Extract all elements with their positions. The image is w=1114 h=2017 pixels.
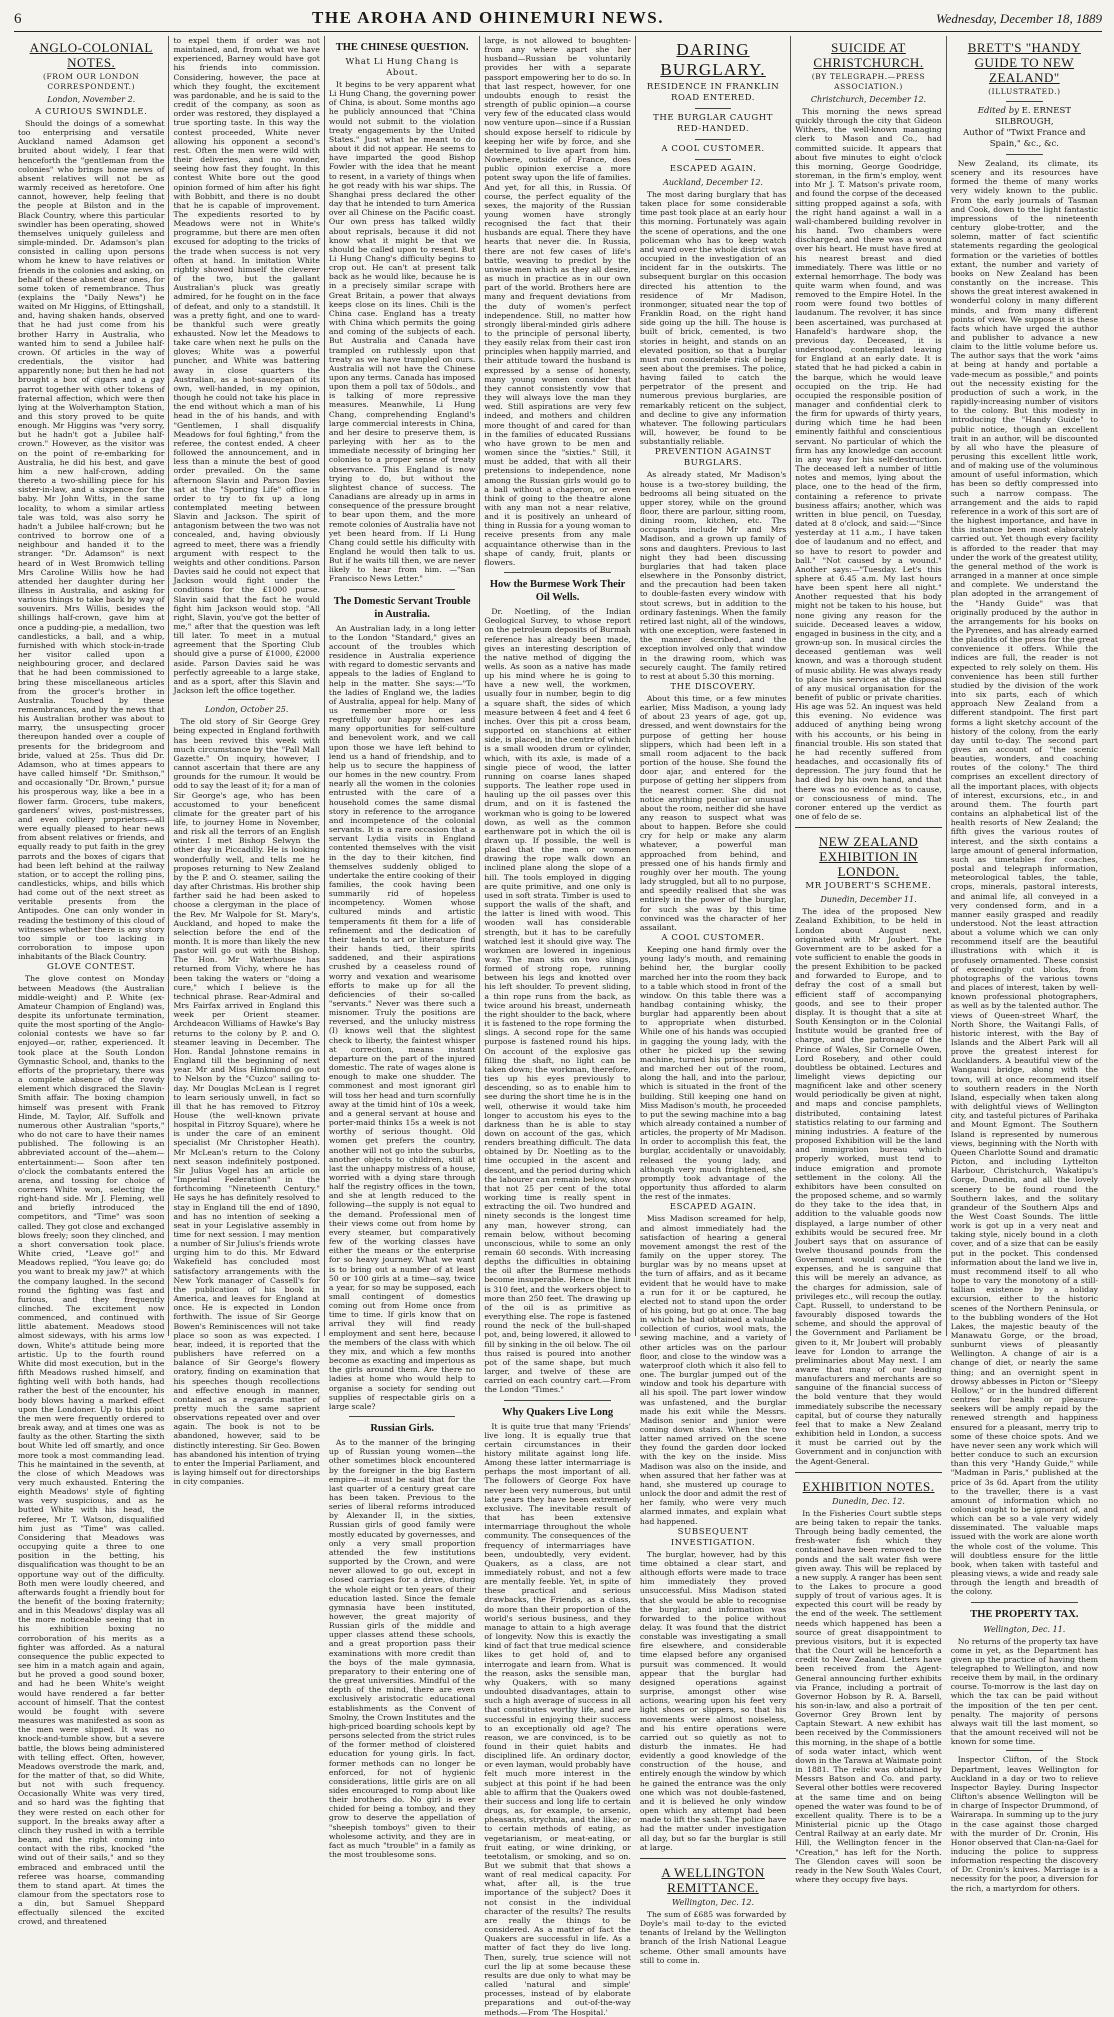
column-7 (947, 36, 1102, 1893)
author-line: Author of "Twixt France and Spain," &c., &c. (963, 128, 1086, 149)
dateline: Christchurch, December 12. (810, 95, 927, 104)
dateline: London, November 2. (47, 95, 136, 104)
article-heading-domestic-servant: The Domestic Servant Trouble in Australia. (333, 595, 471, 620)
column-3 (325, 36, 480, 1860)
editor-name: E. ERNEST SILBROUGH, (995, 106, 1071, 127)
divider (971, 1602, 1078, 1603)
divider (504, 1400, 610, 1401)
telegraph-line: (BY TELEGRAPH.—PRESS ASSOCIATION.) (811, 72, 926, 91)
column-2 (169, 36, 324, 1487)
article-heading-russian-girls: Russian Girls. (370, 1423, 434, 1435)
subheading: A COOL CUSTOMER. (661, 933, 765, 944)
divider (640, 1858, 786, 1859)
deck-line: THE BURGLAR CAUGHT RED-HANDED. (653, 113, 774, 134)
article-body: About this time, or a few minutes earlier, Miss Madison, a young lady of about 23 years of age, got up, dressed, and went downstairs for the purpose of getting her house slippers, which had been left in a small room adjacent to the back portion of the house. She found the door ajar, and entered for the purpose of getting her slippers from the nearest corner. She did not notice anything peculiar or unusual about the room, neither did she have any reason to suspect what was about to happen. Before she could cry for help or make any alarm whatever, a powerful man approached from behind, and pressed one of his hands firmly and roughly over her mouth. The young lady struggled, but all to no purpose, and speedily realised that she was entirely in the power of the burglar, for such she was by this time convinced was the character of her assailant. (639, 693, 787, 932)
article-body: It is quite true that many 'Friends' live long. It is equally true that certain circumstances in their history militate against long life. Among these latter intermarriage is perhaps the most important of all. The followers of George Fox have never been very numerous, but until late years they have been extremely exclusive. The inevitable result of that has been extensive intermarriage throughout the whole community. The consequences of the frequency of intermarriages have been, undoubtedly, very evident. Quakers, as a class, are not immediately robust, and not a few are mentally feeble. Yet, in spite of these practical and serious drawbacks, the Friends, as a class, do more than their proportion of the world's serious business, and they manage to attain to a high average of longevity. Now this is exactly the kind of fact that true medical science likes to get hold of, and to interrogate and learn from. What is the reason, asks the sensible man, why Quakers, with so many undoubted disadvantages, attain to such a high average of success in all that constitutes worthy life, and are successful in enjoying their success to an exceptionally old age? The reason, we are convinced, is to be found in their quiet habits and disciplined life. An ordinary doctor, or even layman, would probably have felt much more interest in the subject at this point if he had been able to affirm that the Quakers owed their success and long life to certain drugs, as, for example, to arsenic, pheasants, strychnia, and the like; or to certain methods of eating, as vegetarianism, or meat-eating, or fruit eating, or wine drinking, or teetotalism, or smoking, and so on. But we submit that that shows a want of real medical capacity. For what, after all, is the true importance of the subject? Does it not consist in the individual character of the results? The results are really the things to be considered. As a matter of fact the Quakers are successful in life. As a matter of fact they do live long. Then, surely, true science will not curl the lip at some because these results are due only to what may be called 'natural and simple' processes, instead of by elaborate preparations and out-of-the-way methods.—From 'The Hospital.' (484, 1421, 631, 2017)
column-4 (480, 36, 635, 2017)
deck-line: MR JOUBERT'S SCHEME. (805, 881, 932, 892)
article-heading-quakers: Why Quakers Live Long (502, 1406, 614, 1418)
article-body: In the Fisheries Court subtle steps are being taken to repair the tanks. Through being badly cemented, the fresh-water fish which they contained have been removed to the ponds and the salt water fish were given away. This will be replaced by a new supply. A ranger has been sent to the Lakes to procure a good supply of trout of various ages. It is expected this court will be ready by the end of the week. The settlement needs which happened has been a source of great disappointment to previous visitors, but it is expected that the Court will be henceforth a credit to New Zealand. Letters have been received from the Agent-General announcing further exhibits via France, including a portrait of Governor Hobson by R. A. Barsell, his son-in-law, and also a portrait of Governor Grey Brown lent by Captain Stewart. A new exhibit has been received by the Commissioners this morning, in the shape of a bottle of soda water intact, which went down in the Tarawa at Waimate point in 1881. The relic was obtained by Messrs Batson and Co. and party. Several other bottles were recovered at the same time and on being opened the water was found to be of excellent quality. There is to be a Ministerial picnic up the Otago Central Railway at an early date. Mr Hill, the Wellington fencer in the "Creation," has left for the North. The Glendon caves will soon be ready in the New South Wales Court, where they occupy five bays. (795, 1508, 942, 1884)
divider (504, 572, 610, 573)
article-body: It begins to be very apparent what Li Hung Chang, the governing power of China, is about. Some months ago he publicly announced that "China would not submit to the violation treaty engagements by the United States." Just what he meant to do about it did not appear. He seems to have imparted the good Bishop Fowler with the idea that he meant to resent, in a variety of things when he got ready with his war ships. The Shanghai press declared the other day that he intended to turn America over all Chinese on the Pacific coast. Our own press has talked wildly about reprisals, because it did not know what it might be that we should be called upon to resent. But Li Hung Chang's difficulty begins to crop out. He can't at present talk back as he would like, because he is in a precisely similar scrape with Great Britain, a power that always keeps close on its lines. Chili is the China case. England has a treaty with China which permits the going and coming of the subjects of each. But Australia and Canada have trampled on ruthlessly upon that treaty as we have trampled on ours. Australia will not have the Chinese upon any terms. Canada has imposed upon them a poll tax of 50dols., and is talking of more repressive measures. Meanwhile, Li Hung Chang, comprehending England's large commercial interests in China, and her desire to preserve them, is parleying with her as to the immediate necessity of bringing her colonies to a proper sense of treaty observance. This England is now trying to do, but without the slightest chance of success. The Canadians are already up in arms in consequence of the pressure brought to bear upon them, and the more remote colonies of Australia have not yet been heard from. If Li Hung Chang could settle his difficulty with England he would then talk to us. But if he waits till then, we are never likely to hear from him. —"San Francisco News Letter." (328, 80, 476, 584)
subheading: What Li Hung Chang is About. (345, 57, 459, 78)
article-body: The old story of Sir George Grey being expected in England forthwith has been revived this week with much circumstance by the "Pall Mall Gazette." On inquiry, however, I cannot ascertain that there are any grounds for the rumour. It would be odd to say the least of it; for a man of Sir George's age, who has been accustomed to your beneficent climate for the greater part of his life, to journey Home in November, and risk all the terrors of an English winter. I met Bishop Selwyn the other day in Piccadilly. He is looking wonderfully well, and tells me he proposes returning to New Zealand by the P. and O. steamer, sailing the day after Christmas. His brother ship farther said he had been asked to choose a clergyman in the place of the Rev. Mr Walpole for St. Mary's, Auckland, and hoped to make the selection before the end of the month. It is more than likely the new pastor will go out with the Bishop. The Hon. Mr Waterhouse has returned from Vichy, where he has been taking the waters or "doing a cure," which I believe is the technical phrase. Rear-Admiral and Mrs Fairfax arrived in England this week per Orient steamer. Archdeacon Williams of Hawke's Bay returns to the colony by P. and O. steamer leaving in December. The Hon. Randal Johnstone remains in England till the beginning of next year. Mr and Miss Hinkmond go out to Nelson by the "Cuzco" sailing to-day. Mr Douglas McLean is I regret to learn seriously unwell, in fact so ill that he has removed to Fitzroy House (the well-known private hospital in Fitzroy Square), where he is under the care of an eminent specialist (Mr Christopher Heath). Mr McLean's return to the Colony next season indefinitely postponed. Sir Julius Vogel has an article on "Imperial Federation" in the forthcoming "Nineteenth Century." He says he has definitely resolved to stay in England till the end of 1890, and has no intention of seeking a seat in your Legislative assembly in time for next session. I may mention a number of Sir Julius's friends wrote urging him to do this. Mr Edward Wakefield has concluded most satisfactory arrangements with the New York manager of Cassell's for the publication of his book in America, and leaves for England at once. He is expected in London forthwith. The issue of Sir George Bowen's Reminiscences will not take place so soon as was expected. I hear, indeed, it is reported that the publishers have referred on a balance of Sir George's flowery oratory, finding on examination that his speeches though recollections and effective enough in manner, contained as a regards matter of pretty much the same saprient observations repeated over and over again. The book is not to be abandoned, however, said to be distinctly interesting. Sir Geo. Bowen has abandoned his intention of trying to enter the Imperial Parliament, and is laying himself out for directorships in city companies. (173, 717, 320, 1487)
article-body: Miss Madison screamed for help, and almost immediately had the satisfaction of hearing a general movement amongst the rest of the family on the upper storey. The burglar was by no means upset at the turn of affairs, and as it became evident that he would have to make a run for it or be captured, he elected not to stand upon the order of his going, but go at once. The bag in which he had obtained a valuable collection of curios, wool mats, the sewing machine, and a variety of other articles was on the parlour floor, and close to the window was a waterproof cloth which it also fell to one. The burglar jumped out of the window and took his departure with all his spoil. The part lower window was unfastened, and the burglar made his exit while the Messrs. Madison senior and junior were coming down stairs. When the two latter named arrived on the scene they found the garden door locked with the key on the inside. Miss Madison was also on the inside, and when assured that her father was at hand, she mustered up courage to unlock the door and admit the rest of her family, who were very much alarmed inmates, and explain what had happened. (639, 1214, 787, 1526)
article-heading-daring-burglary: DARING BURGLARY. (660, 40, 766, 79)
illustrated-label: (ILLUSTRATED.) (988, 87, 1061, 96)
divider (228, 699, 264, 700)
column-6 (791, 36, 946, 1884)
article-body: No returns of the property tax have come in yet, as the Department has given up the practice of having them telegraphed to Wellington, and now receive them by mail, in the ordinary course. To-morrow is the last day on which the tax can be paid without the imposition of the ten per cent. penalty. The majority of persons always wait till the last moment, so that the amount received will not be known for some time. (950, 1636, 1099, 1747)
subheading-glove-contest: GLOVE CONTEST. (47, 962, 136, 973)
article-heading-exhibition-notes: EXHIBITION NOTES. (802, 1478, 935, 1494)
article-body: The sum of £685 was forwarded by Doyle's mail to-day to the evicted tenants of Ireland by the Wellington branch of the Irish National League scheme. Other small amounts have still to come in. (639, 1909, 787, 1965)
article-body: An Australian lady, in a long letter to the London "Standard," gives an account of the troubles which residence in Australia experience with regard to domestic servants and appeals to the ladies of England to help in the matter. She says:—"To the ladies of England we, the ladies of Australia, appeal for help. Many of us remember more or less regretfully our happy homes and many opportunities for self-culture and benevolent work, and we call upon those we have left behind to lend us a hand of friendship, and to help us to secure the happiness of our homes in the new country. From nearly all the women in the colonies entrusted with the care of a household comes the same dismal story in reference to the arrogance and incompetence of the colonial servants. It is a rare occasion that a servant Lydia visits in England contented themselves with the visit in the day to their kitchen, find themselves suddenly obliged to undertake the entire cooking of their families, the cook having been summarily rid of hopeless incompetency. Women whose cultured minds and artistic temperaments fit them for a life of refinement and the dedication of their talents to art or literature find their hands tied, their spirits saddened, and their aspirations crushed by a ceaseless round of worry and vexation and wearisome efforts to make up for all the deficiencies of their so-called "servants." Never was there such a misnomer. Truly the positions are reversed, and the unlucky mistress (I) knows well that the slightest check to liberty, the faintest whisper at correction, means instant departure on the part of the injured domestic. The rate of wages alone is enough to make one shudder. The commonest and most ignorant girl will toss her head and turn scornfully away at the timid hint of 10s a week, and a general servant at house and porter-maid thinks 15s a week is not worthy of serious thought. Old women get prefers the country, another will not go into the suburbs, another objects to children, still at last the unhappy mistress of a house, worried with a dying stare through half the registry offices in the town, and she at length reduced to the following—the supply is not equal to the demand. Professional men of their views come out from home by every steamer, but comparatively few of the working classes have either the means or the enterprise for so heavy journey. What we want is to bring out a number of at least 50 or 100 girls at a time—say, twice a year, for so may be supposed, each small contingent of domestics coming out from Home once from time to time. If girls know that on arrival they will find ready employment and sent here, because the members of the class with which they mix, and which a few months become as exacting and imperious as the girls around them. Are there no ladies at home who would help to organise a society for sending out supplies of respectable girls on a large scale? (328, 623, 476, 1411)
divider (1006, 101, 1043, 102)
article-heading-burmese-oil: How the Burmese Work Their Oil Wells. (489, 579, 626, 604)
subheading: ESCAPED AGAIN. (669, 1202, 757, 1213)
article-heading-handy-guide: BRETT'S "HANDY GUIDE TO NEW ZEALAND" (967, 40, 1081, 85)
article-body: to expel them if order was not maintained, and, from what we have experienced, Barney would have got his friends into commission. Considering, however, the pace at which they fought, the excitement was pardonable, and he is said to the credit of the company, as soon as order was restored, they displayed a true sporting taste. In this way the contest proceeded, White never allowing his opponent a second's rest. Often the men were wild with their deliveries, and no wonder, seeing how fast they fought. In this contest White bore out the good opinion formed of him after his fight with Bobbitt, and there is no doubt that he is capable of improvement. The expedients resorted to by Meadows were not in White's programme, but there are men often excused for adopting to the tricks of the trade when success is not very often at hand. In imitation White rightly showed himself the cleverer of the two, but the gallant Australian's pluck was greatly admired, for he fought on in the face of defeat, and only to a standstill. It was a pretty fight, and one to ward-be thankful such were greatly exhausted. Now let the Meadows to take care when next he pulls on the gloves; White was a powerful puncher, and White was battering away in close quarters the Australian, as a hot-saucepan of its own, well-handed, in my opinion, though he could not take his place in the end without which a man of his head in the of his hands, and with "Gentlemen, I shall disqualify Meadows for foul fighting," from the referee, the contest ended. A cheer followed the announcement, and in less than a minute the best of good order prevailed. On the same afternoon Slavin and Parson Davies sat at the "Sporting Life" office in order to try to fix up a long contemplated meeting between Slavin and Jackson. The spirit of antagonism between the two was not concealed, and, having obviously agreed to meet, there was a friendly argument with respect to the weights and other conditions. Parson Davies said he could not expect that Jackson would fight under the conditions for the £1000 purse. Slavin said that the fact he would fight him Jackson would stop. "All right, Slavin, you've got the better of me," after that the question was left till later. To meet in a mutual agreement that the Sporting Club should give a purse of £1000, £2000 aside. Parson Davies said he was perfectly agreeable to a large stake, and as a sport, after this Slavin and Jackson left the office together. (173, 36, 320, 696)
issue-date: Wednesday, December 18, 1889 (936, 11, 1102, 26)
correspondent-line: (FROM OUR LONDON CORRESPONDENT.) (42, 72, 140, 91)
article-body: As already stated, Mr Madison's house is a two-storey building, the bedrooms all being situated on the upper storey, while on the ground floor, there are parlour, sitting room, dining room, kitchen, etc. The occupants include Mr and Mrs Madison, and a grown up family of sons and daughters. Previous to last night they had been discussing burglaries that had taken place elsewhere in the Ponsonby district, and the precaution had been taken to double-fasten every window with stout screws, but in addition to the ordinary fastenings. When the family retired last night, all of the windows, with one exception, were fastened in the manner described, and the exception involved only that window in the drawing room, which was securely caught. The family retired to rest at about 5.30 this morning. (639, 470, 787, 681)
dateline: Dunedin, Dec. 12. (832, 1496, 905, 1506)
divider (695, 139, 731, 140)
article-body: large, is not allowed to boughten-from any where apart she her husband—Russian be voluntarily provides her with a separate passport empowering her to do so. In that last respect, however, for one undoubts enough to resist the strength of public opinion—a course very few of the educated class would now venture upon—since if a Russian should expose herself to ridicule by keeping her wife by force, and she determined to live apart from him. Nowhere, outside of France, does public opinion exercise a more potent sway upon the life of families. And yet, for all this, in Russia. Of course, the perfect equality of the sexes, the majority of the Russian young women have strongly recognised the fact that their husbands are equal. There they have hearts that never die. In Russia, there are not few cases of life's battle, weaving to predict by the unwise men which as they all desire, as much in practice as in our own part of the world. Brothers here are many and frequent deviations from the duty of women's perfect independence. Still, no matter how strongly liberal-minded girls adhere to the principle of personal liberty, they easily relax from their cast iron principles when happily married, and their attitude toward the husband is expressed by a sense of honesty, many young women consider that they cannot consistently vow that they will always love the man they wed. Still aspirations are very few indeed, and mothers and children more thought of and cared for than in the families of educated Russians who have grown to be men and women since the "sixties." Still, it must be added, that with all their pretensions to independence, none among the Russian girls would go to a ball without a chaperon, or even think of going to the theatre alone with any man not a near relative, and it is positively an unheard of thing in Russia for a young woman to receive presents from any male acquaintance otherwise than in the shape of candy, fruit, plants or flowers. (484, 36, 631, 567)
subheading: PREVENTION AGAINST BURGLARS. (654, 447, 772, 469)
editor-label: Edited by (977, 106, 1019, 116)
deck-line: RESIDENCE IN FRANKLIN ROAD ENTERED. (646, 82, 780, 103)
article-body: The most daring burglary that has taken place for some considerable time past took place at an early hour this morning. Fortunately was again the scene of operations, and the one policeman who has to keep watch and ward over the whole district was occupied in the investigation of an incident far in the outskirts. The subsequent burglar on this occasion directed his attention to the residence of Mr Madison, ironmonger, situated near the top of Franklin Road, on the right hand side going up the hill. The house is built of brick, cemented, is two stories in height, and stands on an elevated position, so that a burglar must run considerable risk of being seen about the premises. The police, having failed to catch the perpetrator of the present and numerous previous burglaries, are remarkably reticent on the subject, and decline to give any information whatever. The following particulars will, however, be found to be substantially reliable. (639, 190, 787, 447)
article-heading-suicide: SUICIDE AT CHRISTCHURCH. (813, 40, 924, 70)
article-body: Inspector Clifton, of the Stock Department, leaves Wellington for Auckland in a day or two to relieve Inspector Bayley. During Inspector Clifton's absence Wellington will be in charge of Inspector Drummond, of Wairarapa. In summing up to the jury in the case against those charged with the murder of Dr. Cronin, His Honor observed that Clan-na-Gael for inducing the police to suppress information respecting the discovery of Dr. Cronin's knives. Marriage is a necessity for the poor, a diversion for the rich, a martyrdom for others. (950, 1755, 1099, 1893)
divider (349, 1416, 455, 1417)
article-body: The idea of the proposed New Zealand Exhibition, to be held in London about August next, originated with Mr Joubert. The Government are to be asked for a vote sufficient to enable the goods in the present Exhibition to be packed and forwarded to Europe, and to defray the cost of a small but efficient staff of accompanying goods, and see to their proper display. It is thought that a site at South Kensington or in the Colonial Institute would be granted free of charge, and the patronage of the Prince of Wales, Sir Cornelle Owen, Lord Rosebery, and other could doubtless be obtained. Lectures and limelight views depicting our magnificent lake and other scenery would periodically be given at night, and maps and concise pamphlets, distributed, containing latest statistics relating to our farming and mining industries. A feature of the proposed Exhibition will be the land and immigration bureau which properly worked, must tend to induce emigration and promote settlement in the colony. All the exhibitors have been consulted on the proposed scheme, and so warmly do they take to the idea that, in addition to the valuable goods now displayed, a large number of other exhibits would be secured free. Mr Joubert says that on assurance of twelve thousand pounds from the Government would cover all the expenses, and he is sanguine that this will be merely an advance, as the charges for admission, sale of privileges etc., will recoup the outlay. Capt. Russell, to understand to be favourably disposed towards the scheme, and should the approval of the Government and Parliament be given to it, Mr Joubert will probably leave for London to arrange the preliminaries about May next. I am aware that many of our leading manufacturers and merchants are so sanguine of the financial success of the bold venture that they would immediately subscribe the necessary capital, but of course they naturally feel that to make a New Zealand exhibition held in London, a success it must be carried out by the Government and in conjunction with the Agent-General. (795, 907, 942, 1466)
article-body: Should the doings of a somewhat too enterprising and versatile Auckland named Adamson get bruited about widely, I fear that henceforth the "gentleman from the colonies" who brings home news of absent relatives will not be as warmly received as heretofore. One cannot, however, help feeling that the people at Bilston and in the Black Country, where this particular swindler has been operating, showed themselves uniquely guileless and simple-minded. Dr. Adamson's plan consisted in calling upon persons whom he knew to have relatives or friends in the colonies and asking, on behalf of these absent dear ones, for some token of remembrance. Thus (explains the "Daily News") he waited on Mr Higgins, of Ettingshall, and, having shaken hands, observed that he had just come from his brother Harry in Australia, who wanted him to send a Jubilee half-crown. Of articles in the way of credentials, the visitor had apparently none; but then he had not brought a box of cigars and a gay parrot together with other tokens of fraternal affection, which were then lying at the Wolverhampton Station, and this story proved to be quite enough. Mr Higgins was "very sorry, but he hadn't got a Jubilee half-crown." However, as the visitor was on the point of re-embarking for Australia, he did his best, and gave him a new half-crown, adding thereto a two-shilling piece for his sister-in-law, and a sixpence for the baby. Mr John Witts, in the same locality, to whom a similar artless tale was told, was also sorry he hadn't a Jubilee half-crown; but he contrived to borrow one of a neighbour and handed it to the stranger. "Dr. Adamson" is next heard of in West Bromwich telling Mrs Caroline Willis how he had attended her daughter during her illness in Australia, and asking for various things to take back by way of souvenirs. Mrs Willis, besides the shillings half-crown, gave him at once a pudding-pie, a medallion, two candlesticks, a ball, and a whip, furnished with which stock-in-trade her visitor called upon a neighbouring grocer, and declared that he had been commissioned to bring these miscellaneous articles from the grocer's brother in Australia. Touched by these remembrances, and by the news that his Australian brother was about to marry, the unsuspecting grocer thereupon handed over a couple of presents for the bridegroom and bride, valued at 25s. Thus did Dr. Adamson, who at times appears to have called himself "Dr. Smithson," and occasionally "Dr. Brown," pursue his prosperous way, like a bee in a flower farm. Grocers, tube makers, gardeners' wives, post-mistresses, and even colliery proprietors—all were equally pleased to hear news from absent relatives or friends, and equally ready to put faith in the grey parrots and the boxes of cigars that had been left behind at the railway station, or to accept the rolling pins, candlesticks, whips, and bills which had come out of the next street as veritable presents from the Antipodes. One can only wonder in reading the testimony of this cloud of witnesses whether there is any story too simple or too lacking in corroboration to impose upon inhabitants of the Black Country. (18, 119, 165, 962)
column-1 (14, 36, 169, 1927)
divider (695, 159, 731, 160)
article-heading-wellington-remittance: A WELLINGTON REMITTANCE. (661, 1864, 765, 1895)
article-heading-property-tax: THE PROPERTY TAX. (970, 1608, 1079, 1620)
subheading: SUBSEQUENT INVESTIGATION. (670, 1526, 756, 1548)
divider (795, 1472, 941, 1473)
deck-line: ESCAPED AGAIN. (669, 164, 757, 174)
article-body: The glove contest on Monday between Meadows (the Australian middle-weight) and P. White (ex-Amateur Champion of England) was, despite its unfortunate termination, quite the most sporting of the Anglo-colonial contests we have so far enjoyed—or, rather, experienced. It took place at the South London Gymnastic School, and, thanks to the efforts of the proprietary, there was a complete absence of the rowdy element which disgraced the Slavin-Smith affair. The boxing champion himself was present with Frank Hinde, M. Taylor, Alf. Suffolk and numerous other Australian "sports," who do not care to have their names published. The following is an abbreviated account of the—ahem—entertainment:— Soon after ten o'clock the combatants entered the arena, and tossing for choice of corners White won, selecting the right-hand side. Mr J. Fleming, well and briefly introduced the competitors, and "Time" was soon called. They got close and exchanged blows freely; soon they clinched, and a short conversation took place. White cried, "Leave go!" and Meadows replied, "You leave go; do you want to break my jaw?" at which the company laughed. In the second round the fighting was fast and furious, and they frequently clinched. The excitement now commenced, and continued with little abatement. Meadows stood almost sideways, with his arms low down, White's attitude being more artistic. Up to the fourth round White did most execution, but in the fifth Meadows rushed himself, and fighting well with both hands, had rather the best of the encounter, his body blows having a marked effect upon the Londoner. Up to this point the men were frequently ordered to break away, and at times one was as faulty as the other. Starting the sixth bout White led off smartly, and once more took a most commanding lead. This he maintained in the seventh, at the close of which Meadows was very much exhausted. Entering the eighth Meadows' style of fighting was very suspicious, and as he butted White with his head, the referee, Mr T. Watson, disqualified him just as "Time" was called. Considering that Meadows was occupying quite a three to one position in the betting, his disqualification was thought to be an opportune way out of the difficulty. Both men were loudly cheered, and afterwards fought a friendly bout for the benefit of the boxing fraternity; and in this Meadows' display was all the more noticeable seeing that in his exhibition boxing no corroboration of his merits as a fighter was afforded. As a natural consequence the public expected to see him in a match again and again, but he proved a good sound boxer, and had he been White's weight would have rendered a far better account of himself. That the contest would be fought with severe measures was manifested as soon as the men were slipped. It was no knock-and-tumble show, but a severe battle, the blows being administered with telling effect. Often, however, Meadows overstrode the mark, and, for the matter of that, so did White, but not with such frequency. Occasionally White was very tired, and so hard was the fighting that they were rested on each other for support. In the breaks away after a clinch they rushed in with a terrible beam, and the right coming into contact with the ribs, knocked "the wind out of their sails," and so they embraced and embraced until the referee was hoarse, commanding them to stand apart. At times the clamour from the spectators rose to a din, but Samuel Sheppard effectually silenced the excited crowd, and threatened (18, 974, 165, 1927)
column-5 (636, 36, 791, 1965)
divider (795, 827, 941, 828)
divider (1006, 1750, 1043, 1751)
article-body: Dr. Noetling, of the Indian Geological Survey, to whose report on the petroleum deposits of Burmah reference has already been made, gives an interesting description of the native method of digging the wells. As soon as a native has made up his mind where he is going to have a new well, the workmen, usually four in number, begin to dig a square shaft, the sides of which measure between 4 feet and 4 feet 6 inches. Over this pit a cross beam, supported on stanchions at either side, is placed, in the centre of which is a small wooden drum or cylinder, which, with its axle, is made of a single piece of wood, the latter running on coarse lanes shaped supports. The leather rope used in hauling up the oil passes over this drum, and on it is fastened the workman who is going to be lowered down, as well as the common earthenware pot in which the oil is drawn up. If possible, the well is placed that the men or women drawing the rope walk down an inclined plane along the slope of a hill. The tools employed in digging are quite primitive, and one only is used in soft strata. Timber is used to support the walls of the shaft, and the latter is lined with wood. This wooden wall has considerable strength, but it has to be carefully watched lest it should give way. The workmen are lowered in ingenious way. The man sits on two slings, formed of strong rope, running between his legs and knotted over his left shoulder. To prevent sliding, a thin rope runs from the back, as twice around his breast, underneath the right shoulder to the back, where it is fastened to the rope forming the slings. A second rope for the same purpose is fastened round his hips. On account of the explosive gas filling the shaft, no light can be taken down; the workman, therefore, ties up his eyes previously to descending, so as to enable him to see during the short time he is in the well, otherwise it would take him longer to accustom his eyes to the darkness than he is able to stay down on account of the gas, which renders breathing difficult. The data obtained by Dr. Noetling as to the time occupied in the ascent and descent, and the period during which the labourer can remain below, show that not 25 per cent of the total working time is really spent in extracting the oil. Two hundred and ninety seconds is the longest time any man, however strong, can remain below, without becoming unconscious, while to some an only remain 60 seconds. With increasing depths the difficulties in obtaining the oil after the Burmese methods become insuperable. Hence the limit is 310 feet, and the workers object to more than 250 feet. The drawing up of the oil is as primitive as everything else. The rope is fastened round the neck of the bull-shaped pot, and, being lowered, it allowed to fill by sinking in the oil below. The oil thus raised is poured into another pot of the same shape, but much larger, and twelve of these are carried on each country cart.—From the London "Times." (484, 607, 631, 1395)
deck-line: A COOL CUSTOMER. (661, 144, 765, 154)
article-heading-nz-exhibition: NEW ZEALAND EXHIBITION IN LONDON. (818, 834, 919, 880)
article-heading-chinese-question: THE CHINESE QUESTION. (335, 42, 469, 53)
article-body: This morning the news spread quickly through the city that Gideon Withers, the well-known managing clerk to Mason and Co., had committed suicide. It appears that about five minutes to eight o'clock this morning, George Goodridge, storeman, in the firm's employ, went into Mr J. T. Matson's private room, and found the corpse of the deceased sitting propped against a sofa, with the right hand against a wall in a wall-chambered building revolver in his hand. Two chambers were discharged, and there was a wound over his heart. He must have fired at his nearest breast and died immediately. There was little or no external hemorrhage. The body was quite warm when found, and was removed to the Empire Hotel. In the room were found two bottles of laudanum. The revolver, it has since been ascertained, was purchased at Hanafeld's hardware shop, the previous day. Deceased, it is understood, contemplated leaving for England at an early date. It is stated that he had picked a cabin in the barque, which he would leave occupied on the trip. He had occupied the responsible position of manager and confidential clerk to the firm for upwards of thirty years, during which time he had been eminently faithful and conscientious servant. No particular of which the firm has any knowledge can account in any way for his self-destruction. The deceased left a number of little notes and memos, lying about the place, one to the head of the firm, containing a reference to private business affairs; another, which was written in blue pencil, on Tuesday, dated at 8 o'clock, and said:—"Since yesterday at 11 a.m., I have taken doe of laudanum and no effect, and so have to resort to powder and ball." "Not caused by a wound." Another says:—"Tuesday. Let's this sphere at 6.45 a.m. My last hours have been spent here all night." Another requested that his body might not be taken to his house, but none giving any reason for the suicide. Deceased leaves a widow, engaged in business in the city, and a grown-up son. In musical circles the deceased gentleman was well known, and was a thorough student of music ability. He was always ready to place his services at the disposal of any musical organisation for the benefit of public or private charities. His age was 52. An inquest was held this evening. No evidence was adduced of anything being wrong with his accounts, or his being in financial trouble. His son stated that he had recently suffered from headaches, and occasionally fits of depression. The jury found that he had died by his own hand, and that there was no evidence as to cause, or consciousness of mind. The coroner entered up the verdict as one of felo de se. (795, 107, 942, 822)
divider (349, 589, 455, 590)
article-body: As to the manner of the bringing up of Russian young women—the other sometimes block encountered by the foreigner in the big Eastern empire—it must be said that for the last quarter of a century great care has been taken. Previous to the series of liberal reforms introduced by Alexander II, in the sixties, Russian girls of good family were mostly educated by governesses, and only a very small proportion attended the few institutions supported by the Crown, and were never allowed to go out, except in closed carriages for a drive, during the whole eight or ten years of their education lasted. Since the female gymnasia have been instituted, however, the great majority of Russian girls of the middle and upper classes attend these schools, and a great proportion pass their examinations with more credit than the boys of the male gymnasia, preparatory to their entering one of the great universities. Mindful of the depth of the mind, there are even exclusively aristocratic educational establishments as the Convent of Smolny, the Crown Institutes and the high-priced boarding schools kept by persons selected from the strict rules of the former method of cloistered education for young girls. In fact, former methods can no longer be enforced, for not of hygienic considerations, little girls are on all sides encouraged to romp about like their brothers do. No girl is ever chided for being a tomboy, and they grow to deserve the appellation of "sheepish tomboys" given to their wholesome activity, and they are in fact as much "trouble" in a family as the most troublesome sons. (328, 1438, 476, 1860)
page-number: 6 (14, 11, 22, 27)
columns (14, 36, 1102, 2017)
editor-line (951, 106, 1098, 128)
dateline: Auckland, December 12. (663, 178, 763, 187)
masthead (14, 8, 1102, 32)
divider (1006, 154, 1043, 155)
subheading: THE DISCOVERY. (670, 681, 756, 692)
article-body: New Zealand, its climate, its scenery and its resources have formed the theme of many works very widely known to the public. From the early journals of Tasman and Cook, down to the light fantastic impressions of the nineteenth century globe-trotter, and the solemn, matter of fact scientific statements regarding the geological formation or the varieties of bottles extant, the number and variety of books on New Zealand has been constantly on the increase. This shows the great interest awakened in wonderful colony in many different minds, and from many different points of view. We suppose it is these facts which have urged the author and publisher to advance a new claim to the little volume before us. The author says that the work "aims at being at handy and portable a vade-mecum as possible," and points out the necessity existing for the production of such a work, in the rapidly-increasing number of visitors to the colony. But this modesty in introducing the "Handy Guide" to public notice, though an excellent trait in an author, will be discounted by all who have the pleasure of perusing this excellent little work, and of making use of the voluminous amount of useful information, which has been so deftly compressed into such a narrow compass. The arrangement and the aids to rapid reference in a work of this sort are of the highest importance, and have in this instance been most elaborately carried out. Yet though every facility is afforded to the reader that may under the work of the greatest utility, the general method of the work is arranged in a manner at once simple and complete. We understand the plan adopted in the arrangement of the "Handy Guide" was that originally produced by the author in the arrangements for his books on the Pyrenees, and has already earned the plaudits of the press for the great convenience it offers. While the indices are full, the reader is not expected to rely solely on them. His convenience has been still further studied by the division of the work into six parts, each of which approach New Zealand from a different standpoint. The first part forms a light sketchy account of the history of the colony, from the early day until to-day. The second part gives an account of "the scenic beauties, wonders, and coaching routes of the colony." The third comprises an excellent directory of all the important places, with objects of interest, excursions, etc., in and around them. The fourth part contains an alphabetical list of the health resorts of New Zealand; the fifth gives the various routes of interest, and the sixth contains a large amount of general information, such as timetables for coaches, postal and telegraph information, meteorological tables, the table, crops, minerals, pastoral interests, and animal life, all conveyed in a very condensed form, and in a manner easily grasped and readily understood. Not the least attraction about a volume which we can only recommend itself are the beautiful illustrations with which it is profusely ornamented. These consist of exceedingly cut blocks, from photographs of the various towns and places of interest, taken by well-known professional photographers, as well as by the talented author. The views of Queen-street Wharf, the North Shore, the Waitangi Falls, of historic interest, with the Bay of Islands and the Albert Park will all prove the greatest interest for Aucklanders. A beautiful view of the Wanganui bridge, along with the town, will at once recommend itself to southern readers in the North Island, especially when taken along with delightful views of Wellington city, and tasteful pictures of Parihaka and Mount Egmont. The Southern Island is represented by numerous views, beginning with the North with Queen Charlotte Sound and dramatic Picton, and including Lyttelton Harbour, Christchurch, Wakatipu's Gorge, Dunedin, and all the lovely scenery to be found round the Southern lakes, and the solitary grandeur of the Southern Alps and the West Coast Sounds. The little work is got up in a very neat and taking style, nicely bound in a cloth cover, and of a size that can be easily put in the pocket. This condensed information about the land we live in, must recommend itself to all who hope to vary the monotony of a still-tallian existence by a holiday excursion, either to the historic scenes of the Northern Peninsula, or to the bubbling wonders of the Hot Lakes, the majestic beauty of the Manawatu Gorge, or the broad, sunburnt views of pleasantly Wellington. A change of air is a change of diet, or nearly the same thing; and an overnight spent in drowsy abbesses in Picton or "Sleepy Hollow," or in the hundred different centres for health or pleasure-seekers will be amply repaid by the renewed strength and happiness ensured for a pleasant, merry trip to some of these choice spots. And we have never seen any work which will better conduce to such an excursion than this very "Handy Guide," while "Madman in Paris," published at the price of 3s 6d. Apart from the utility to the traveller, there is a vast amount of information which no colonist ought to be ignorant of, and which can be so a vale very widely disseminated. The valuable maps issued with the work are alone worth the whole cost of the volume. This will doubtless ensure for the little book, when taken with tasteful and pleasing views, a wide and ready sale through the length and breadth of the colony. (950, 159, 1099, 1597)
newspaper-title: THE AROHA AND OHINEMURI NEWS. (312, 8, 664, 27)
dateline: Wellington, Dec. 12. (672, 1897, 755, 1907)
dateline: Dunedin, December 11. (820, 895, 917, 905)
article-body: Keeping one hand firmly over the young lady's mouth, and remaining behind her, the burglar coolly marched her into the room they back to a table which stood in front of the window. On this table there was a handbag containing whisky, the burglar had apparently been about to appropriate when disturbed. While one of his hands was occupied in gagging the young lady, with the other he picked up the sewing machine, turned his prisoner round, and marched her out of the room, along the hall, and into the parlour, which is situated in the front of the building. Still keeping one hand on Miss Madison's mouth, he proceeded to put the sewing machine into a bag which already contained a number of articles, the property of Mr Madison. In order to accomplish this feat, the burglar, accidentally or unavoidably, released the young lady, and although very much frightened, she promptly took advantage of the opportunity thus afforded to alarm the rest of the inmates. (639, 945, 787, 1202)
divider (695, 108, 731, 109)
article-body: The burglar, however, had by this time obtained a clear start, and although efforts were made to trace him immediately they proved unsuccessful. Miss Madison stated that she would be able to recognise the burglar, and information was forwarded to the police without delay. It was found that the district constable was investigating a small fire elsewhere, and considerable time elapsed before any organised pursuit was commenced. It would appear that the burglar had designed operations against surprise, amongst other wise actions, wearing upon his feet very light shoes or slippers, so that his movements were almost noiseless, and his entire operations were carried out so quietly as not to disturb the inmates. He had evidently a good knowledge of the construction of the house, and entirely enough the window by which he gained the entrance was the only one which was not double-fastened, and it is believed he only window open which any attempt had been made to lift the sash. The police have had the matter under investigation all day, but so far the burglar is still at large. (639, 1549, 787, 1852)
dateline: Wellington, Dec. 11. (983, 1624, 1066, 1634)
dateline: London, October 25. (204, 705, 289, 715)
subheading-curious-swindle: A CURIOUS SWINDLE. (35, 107, 148, 117)
article-heading-anglo-colonial: ANGLO-COLONIAL NOTES. (29, 40, 153, 70)
